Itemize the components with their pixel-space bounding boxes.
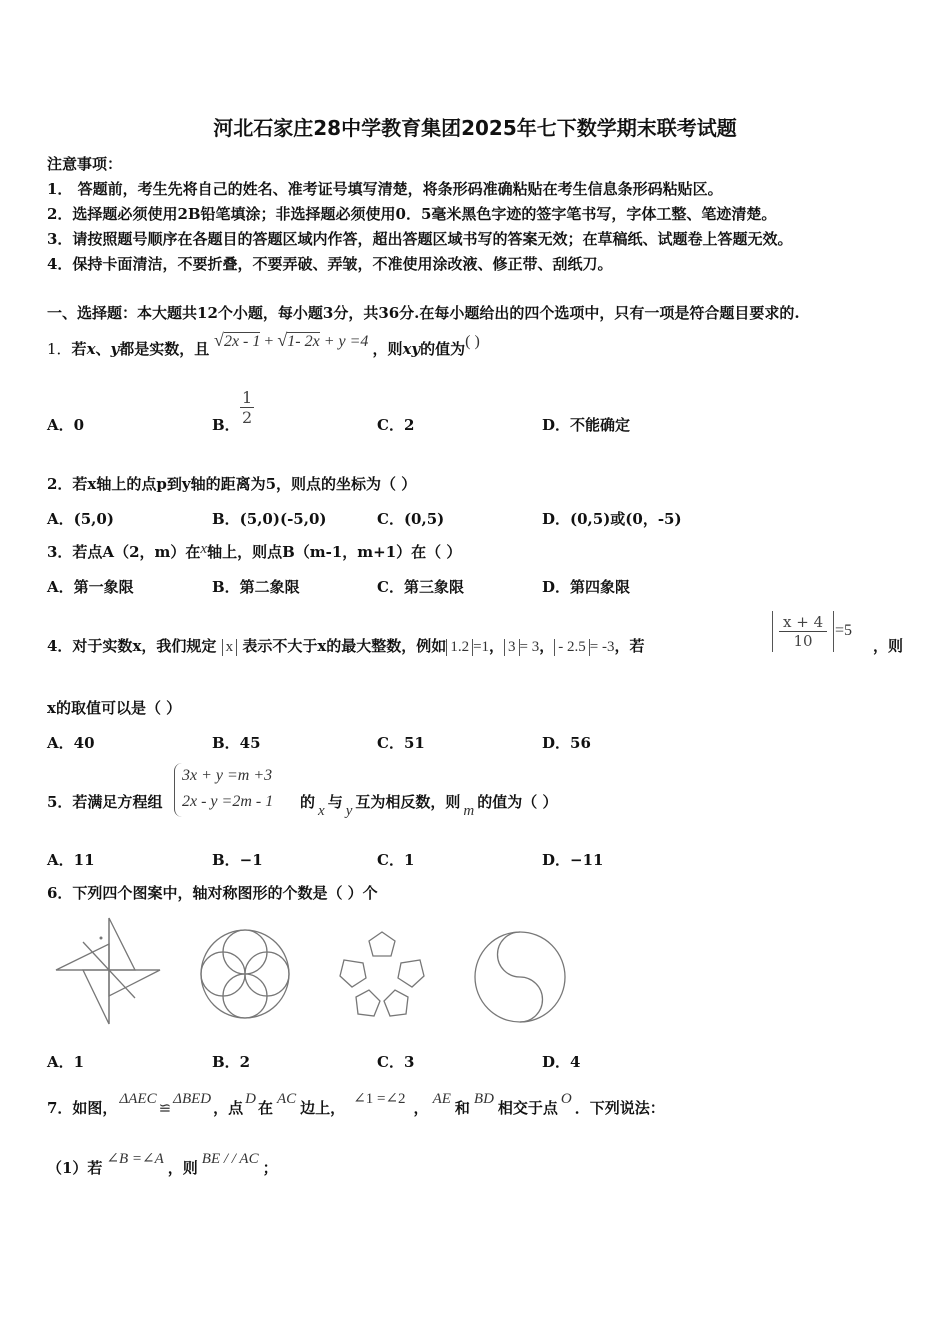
option-c[interactable]: C．51 bbox=[377, 734, 425, 752]
yin-yang-figure bbox=[472, 929, 568, 1025]
q7-text-point: ，点 bbox=[213, 1099, 244, 1117]
q7-statement-1 bbox=[47, 1151, 278, 1178]
q7-text-and: 和 bbox=[454, 1099, 470, 1117]
q3-text-post: 轴上，则点B（m-1，m+1）在（ ） bbox=[207, 543, 462, 561]
option-a[interactable]: A．0 bbox=[47, 416, 85, 434]
question-4 bbox=[47, 635, 645, 656]
q5-var-y: y bbox=[345, 803, 353, 819]
comma: ， bbox=[413, 1099, 429, 1117]
q1-var-x: x bbox=[86, 340, 96, 358]
q7-text-intersect: 相交于点 bbox=[497, 1099, 558, 1117]
notes-heading: 注意事项： bbox=[47, 155, 123, 173]
note-item: 1． 答题前，考生先将自己的姓名、准考证号填写清楚，将条形码准确粘贴在考生信息条形码粘贴区。 bbox=[47, 180, 723, 198]
option-a[interactable]: A．11 bbox=[47, 851, 95, 869]
note-item: 4．保持卡面清洁，不要折叠，不要弄破、弄皱，不准使用涂改液、修正带、刮纸刀。 bbox=[47, 255, 613, 273]
statement-label: （1）若 bbox=[47, 1159, 103, 1177]
q4-text-mid: 表示不大于x的最大整数，例如 bbox=[242, 637, 447, 655]
floor-arg: - 2.5 bbox=[558, 639, 586, 655]
statement-then: ，则 bbox=[167, 1159, 198, 1177]
fraction-denominator: 10 bbox=[793, 632, 813, 650]
fraction bbox=[779, 613, 827, 650]
pinwheel-figure bbox=[52, 912, 164, 1028]
option-a[interactable]: A．40 bbox=[47, 734, 95, 752]
question-5 bbox=[300, 791, 558, 819]
segment-ae: AE bbox=[432, 1091, 451, 1107]
fraction-denominator: 2 bbox=[242, 408, 253, 427]
q1-radicand-2: 1- 2x bbox=[287, 333, 320, 350]
option-b[interactable] bbox=[212, 414, 240, 435]
floor-arg: x bbox=[225, 639, 234, 655]
q4-equals: =5 bbox=[835, 622, 853, 639]
statement-condition: ∠B =∠A bbox=[106, 1151, 164, 1167]
comma: ， bbox=[489, 637, 505, 655]
option-d[interactable]: D．不能确定 bbox=[542, 416, 631, 434]
floor-result: =1 bbox=[473, 639, 490, 655]
question-number: 1． bbox=[47, 340, 72, 358]
question-5-prefix: 5．若满足方程组 bbox=[47, 793, 163, 811]
section-heading: 一、选择题：本大题共12个小题，每小题3分，共36分.在每小题给出的四个选项中，只有一项是符合题目要求的. bbox=[47, 304, 800, 322]
floor-arg: 1.2 bbox=[450, 639, 470, 655]
q5-text-tail: 的值为（ ） bbox=[477, 793, 558, 811]
q7-text-side: 边上， bbox=[300, 1099, 346, 1117]
q4-text-if: ，若 bbox=[614, 637, 645, 655]
q3-text: 3．若点A（2，m）在 bbox=[47, 543, 201, 561]
question-3 bbox=[47, 541, 461, 562]
option-b[interactable]: B．(5,0)(-5,0) bbox=[212, 510, 327, 528]
statement-result: BE / / AC bbox=[201, 1151, 259, 1167]
q7-text-on: 在 bbox=[257, 1099, 273, 1117]
four-petal-circle-figure bbox=[198, 927, 292, 1021]
q1-var-y: y bbox=[110, 340, 120, 358]
floor-result: = -3 bbox=[589, 639, 615, 655]
option-a[interactable]: A．1 bbox=[47, 1053, 85, 1071]
floor-bracket bbox=[772, 611, 834, 652]
floor-bracket bbox=[504, 639, 520, 656]
question-6: 6．下列四个图案中，轴对称图形的个数是（ ）个 bbox=[47, 884, 378, 902]
q1-text-mid: 都是实数，且 bbox=[119, 340, 210, 358]
point-o: O bbox=[560, 1091, 572, 1107]
question-2: 2．若x轴上的点p到y轴的距离为5，则点的坐标为（ ） bbox=[47, 475, 417, 493]
q1-text: 若 bbox=[71, 340, 87, 358]
congruent-symbol: ≌ bbox=[158, 1101, 172, 1117]
option-d[interactable]: D．4 bbox=[542, 1053, 581, 1071]
pentagon-ring-figure bbox=[334, 928, 430, 1020]
q1-equation: √2x - 1 + √1- 2x + y =4 bbox=[214, 330, 369, 350]
floor-bracket bbox=[446, 639, 473, 656]
option-b[interactable]: B．−1 bbox=[212, 851, 263, 869]
comma: ， bbox=[539, 637, 555, 655]
q1-text-tail: 的值为 bbox=[420, 340, 466, 358]
floor-arg: 3 bbox=[508, 639, 516, 655]
q4-floor-fraction bbox=[772, 611, 834, 652]
question-1 bbox=[47, 330, 480, 359]
equation-1: 3x + y =m +3 bbox=[182, 767, 273, 784]
page-title: 河北石家庄28中学教育集团2025年七下数学期末联考试题 bbox=[213, 116, 737, 140]
option-b[interactable]: B．2 bbox=[212, 1053, 251, 1071]
q1-radicand-1: 2x - 1 bbox=[223, 333, 261, 350]
option-c[interactable]: C．(0,5) bbox=[377, 510, 445, 528]
note-item: 2．选择题必须使用2B铅笔填涂；非选择题必须使用0．5毫米黑色字迹的签字笔书写，字体工整、笔迹清楚。 bbox=[47, 205, 777, 223]
option-c[interactable]: C．2 bbox=[377, 416, 415, 434]
option-b[interactable]: B．第二象限 bbox=[212, 578, 300, 596]
option-c[interactable]: C．1 bbox=[377, 851, 415, 869]
option-b[interactable]: B．45 bbox=[212, 734, 261, 752]
note-item: 3．请按照题号顺序在各题目的答题区域内作答，超出答题区域书写的答案无效；在草稿纸、试题卷上答题无效。 bbox=[47, 230, 793, 248]
q3-var-x: x bbox=[200, 541, 208, 557]
angle-equality: ∠1 =∠2 bbox=[353, 1091, 406, 1107]
option-d[interactable]: D．(0,5)或(0，-5) bbox=[542, 510, 682, 528]
option-b-label: B． bbox=[212, 416, 240, 434]
q4-text-end: ，则 bbox=[873, 637, 904, 655]
option-d[interactable]: D．−11 bbox=[542, 851, 604, 869]
q1-equation-rest: + y =4 bbox=[323, 333, 369, 350]
q4-line-2: x的取值可以是（ ） bbox=[47, 699, 182, 717]
q1-text-post: ，则 bbox=[372, 340, 403, 358]
option-d[interactable]: D．第四象限 bbox=[542, 578, 631, 596]
segment-ac: AC bbox=[277, 1091, 297, 1107]
fraction-numerator: x + 4 bbox=[779, 613, 827, 632]
option-d[interactable]: D．56 bbox=[542, 734, 591, 752]
triangle-bed: ΔBED bbox=[173, 1091, 212, 1107]
q5-var-m: m bbox=[463, 803, 475, 819]
equation-system bbox=[174, 763, 273, 817]
q1-var-xy: xy bbox=[402, 340, 421, 358]
segment-bd: BD bbox=[473, 1091, 494, 1107]
option-a[interactable]: A．(5,0) bbox=[47, 510, 114, 528]
option-a[interactable]: A．第一象限 bbox=[47, 578, 134, 596]
floor-result: = 3 bbox=[519, 639, 540, 655]
triangle-aec: ΔAEC bbox=[119, 1091, 157, 1107]
q5-text: 的 bbox=[300, 793, 316, 811]
q1-fraction bbox=[240, 388, 254, 427]
fraction-numerator: 1 bbox=[242, 388, 253, 407]
q7-text-tail: ．下列说法： bbox=[574, 1099, 665, 1117]
q1-sep: 、 bbox=[95, 340, 111, 358]
q5-text-mid: 互为相反数，则 bbox=[355, 793, 461, 811]
option-c[interactable]: C．3 bbox=[377, 1053, 415, 1071]
point-d: D bbox=[245, 1091, 256, 1107]
q5-text-and: 与 bbox=[327, 793, 343, 811]
question-7 bbox=[47, 1091, 665, 1118]
q1-paren: ( ) bbox=[465, 333, 480, 350]
q1-plus: + bbox=[264, 333, 274, 350]
floor-bracket bbox=[222, 639, 238, 656]
q7-text: 7．如图， bbox=[47, 1099, 118, 1117]
q5-var-x: x bbox=[318, 803, 325, 819]
equation-2: 2x - y =2m - 1 bbox=[182, 793, 274, 810]
floor-bracket bbox=[554, 639, 590, 656]
q4-text: 4．对于实数x，我们规定 bbox=[47, 637, 217, 655]
option-c[interactable]: C．第三象限 bbox=[377, 578, 464, 596]
semicolon: ； bbox=[262, 1159, 278, 1177]
